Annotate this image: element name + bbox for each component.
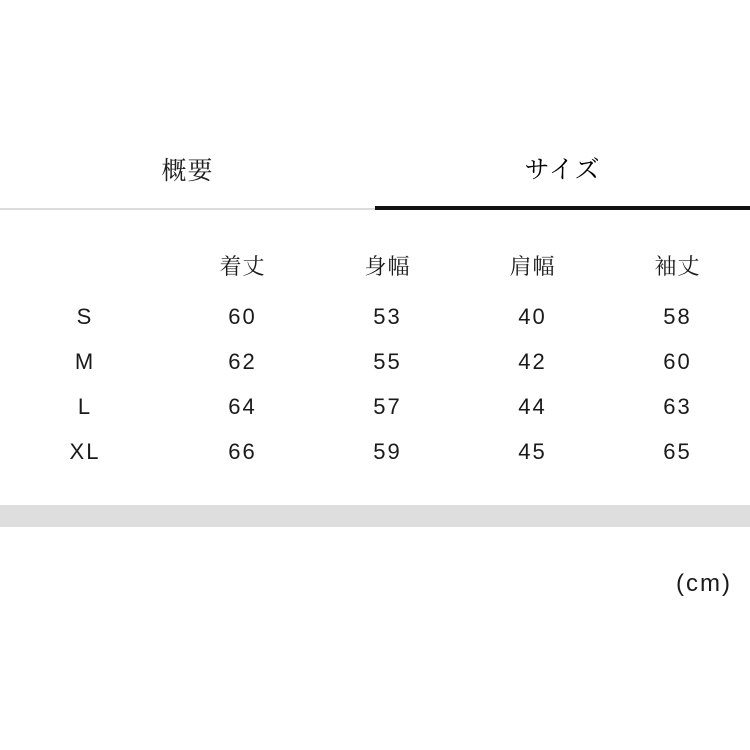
size-table	[0, 236, 750, 474]
cell-shoulder-width: 40	[518, 303, 547, 329]
section-divider	[0, 505, 750, 527]
cell-sleeve-length: 60	[663, 348, 692, 374]
cell-length: 62	[228, 348, 257, 374]
cell-sleeve-length: 58	[663, 303, 692, 329]
tab-size-label: サイズ	[524, 156, 601, 184]
tab-size[interactable]	[375, 130, 750, 210]
table-row	[0, 339, 750, 384]
cell-length: 60	[228, 303, 257, 329]
row-size-label: M	[74, 348, 96, 374]
header-shoulder-width: 肩幅	[509, 253, 556, 279]
cell-shoulder-width: 44	[518, 393, 547, 419]
tab-overview[interactable]	[0, 130, 375, 210]
header-length: 着丈	[219, 253, 266, 279]
header-sleeve-length: 袖丈	[654, 253, 701, 279]
table-header-row	[0, 236, 750, 294]
table-row	[0, 384, 750, 429]
size-table-head	[0, 236, 750, 294]
size-table-body	[0, 294, 750, 474]
row-size-label: L	[77, 393, 93, 419]
row-size-label: XL	[69, 438, 101, 464]
cell-shoulder-width: 42	[518, 348, 547, 374]
cell-length: 66	[228, 438, 257, 464]
table-row	[0, 294, 750, 339]
cell-chest-width: 55	[373, 348, 402, 374]
header-size	[0, 236, 170, 294]
cell-sleeve-length: 63	[663, 393, 692, 419]
header-chest-width: 身幅	[364, 253, 411, 279]
cell-chest-width: 53	[373, 303, 402, 329]
cell-chest-width: 57	[373, 393, 402, 419]
tab-overview-label: 概要	[161, 157, 214, 185]
cell-length: 64	[228, 393, 257, 419]
unit-note: (cm)	[676, 570, 732, 597]
tab-bar	[0, 130, 750, 210]
cell-chest-width: 59	[373, 438, 402, 464]
cell-shoulder-width: 45	[518, 438, 547, 464]
table-row	[0, 429, 750, 474]
row-size-label: S	[76, 303, 94, 329]
cell-sleeve-length: 65	[663, 438, 692, 464]
